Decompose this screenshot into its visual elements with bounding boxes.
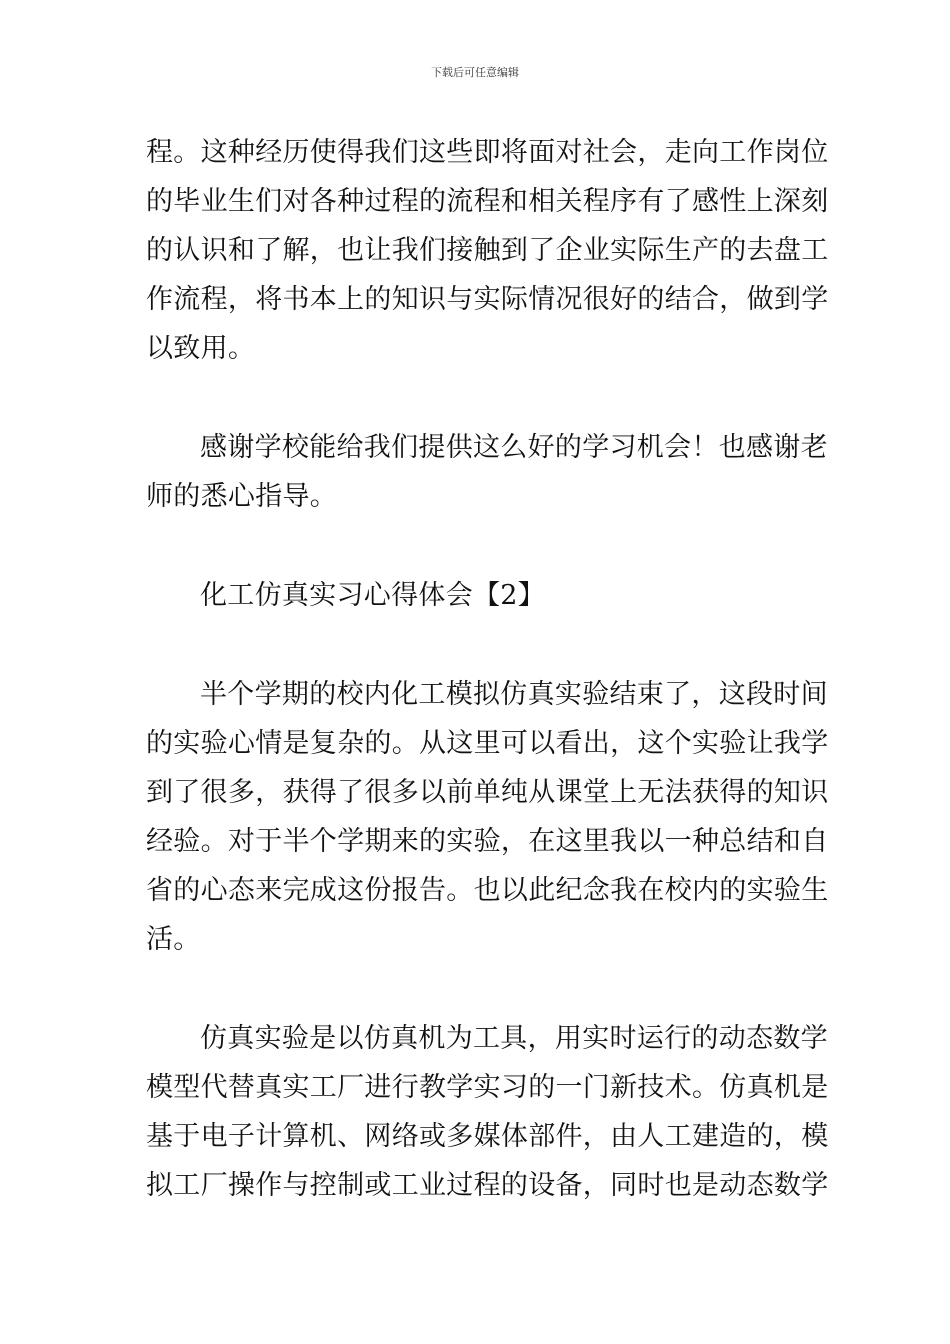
text-line: 感谢学校能给我们提供这么好的学习机会！也感谢老 <box>200 432 828 463</box>
paragraph-spacer <box>146 521 810 571</box>
section-heading <box>146 571 810 620</box>
document-body <box>146 128 829 1210</box>
text-line: 以致用。 <box>146 333 256 364</box>
paragraph-2 <box>146 423 828 521</box>
paragraph-1 <box>146 128 829 373</box>
paragraph-spacer <box>146 964 810 1014</box>
paragraph-4 <box>146 1014 829 1210</box>
text-line: 到了很多，获得了很多以前单纯从课堂上无法获得的知识 <box>146 777 829 808</box>
text-line: 仿真实验是以仿真机为工具，用实时运行的动态数学 <box>200 1023 828 1054</box>
text-line: 作流程，将书本上的知识与实际情况很好的结合，做到学 <box>146 284 829 315</box>
section-title: 化工仿真实习心得体会【2】 <box>200 580 546 611</box>
text-line: 师的悉心指导。 <box>146 481 338 512</box>
text-line: 省的心态来完成这份报告。也以此纪念我在校内的实验生 <box>146 875 829 906</box>
paragraph-spacer <box>146 620 810 670</box>
paragraph-spacer <box>146 373 810 423</box>
text-line: 基于电子计算机、网络或多媒体部件，由人工建造的，模 <box>146 1121 829 1152</box>
text-line: 的毕业生们对各种过程的流程和相关程序有了感性上深刻 <box>146 186 829 217</box>
text-line: 经验。对于半个学期来的实验，在这里我以一种总结和自 <box>146 826 829 857</box>
page-header: 下载后可任意编辑 <box>431 66 519 79</box>
text-line: 半个学期的校内化工模拟仿真实验结束了，这段时间 <box>200 679 828 710</box>
text-line: 模型代替真实工厂进行教学实习的一门新技术。仿真机是 <box>146 1072 829 1103</box>
text-line: 拟工厂操作与控制或工业过程的设备，同时也是动态数学 <box>146 1170 829 1201</box>
text-line: 的认识和了解，也让我们接触到了企业实际生产的去盘工 <box>146 235 829 266</box>
text-line: 活。 <box>146 924 201 955</box>
text-line: 程。这种经历使得我们这些即将面对社会，走向工作岗位 <box>146 137 829 168</box>
paragraph-3 <box>146 670 829 964</box>
text-line: 的实验心情是复杂的。从这里可以看出，这个实验让我学 <box>146 728 829 759</box>
